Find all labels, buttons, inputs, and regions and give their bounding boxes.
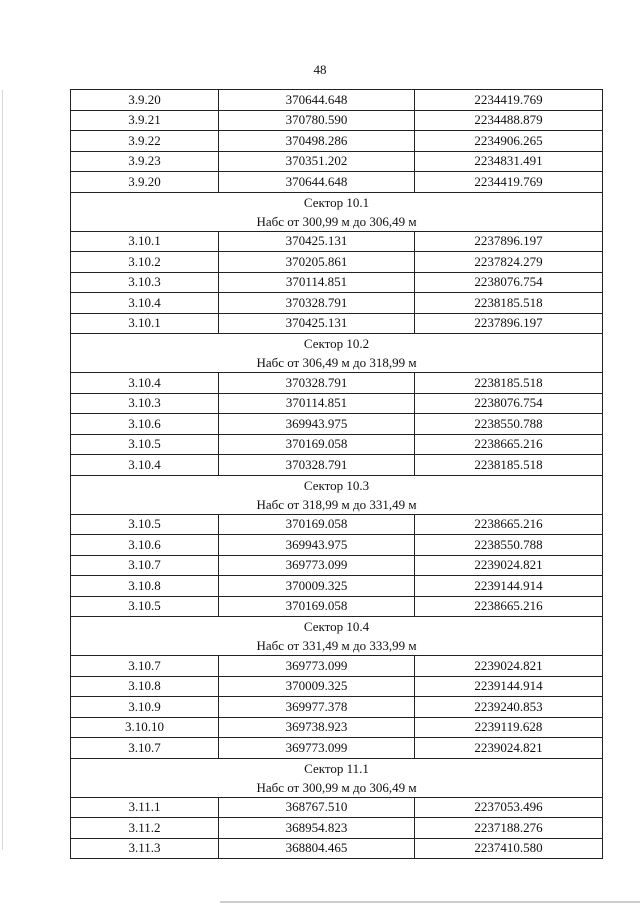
table-row [71,231,603,252]
sector-title: Сектор 10.4 [303,619,370,634]
x-coordinate-cell: 370169.058 [219,596,415,617]
sector-header-cell [71,617,603,656]
x-coordinate-cell: 369977.378 [219,697,415,718]
point-id-cell: 3.10.5 [71,596,219,617]
point-id-cell: 3.10.8 [71,676,219,697]
table-row [71,252,603,273]
sector-header-row [71,475,603,514]
sector-header-cell [71,192,603,231]
point-id-cell: 3.10.1 [71,313,219,334]
table-row [71,393,603,414]
point-id-cell: 3.9.21 [71,110,219,131]
x-coordinate-cell: 370644.648 [219,172,415,193]
x-coordinate-cell: 370328.791 [219,293,415,314]
x-coordinate-cell: 370351.202 [219,151,415,172]
y-coordinate-cell: 2239240.853 [415,697,603,718]
sector-height-range: Набс от 331,49 м до 333,99 м [256,638,417,653]
table-row [71,414,603,435]
x-coordinate-cell: 370009.325 [219,576,415,597]
y-coordinate-cell: 2238185.518 [415,293,603,314]
page-number: 48 [313,62,327,77]
table-row [71,738,603,759]
table-row [71,172,603,193]
table-row [71,272,603,293]
point-id-cell: 3.9.20 [71,172,219,193]
sector-height-range: Набс от 306,49 м до 318,99 м [256,355,417,370]
x-coordinate-cell: 370205.861 [219,252,415,273]
y-coordinate-cell: 2238076.754 [415,393,603,414]
y-coordinate-cell: 2237824.279 [415,252,603,273]
y-coordinate-cell: 2239144.914 [415,576,603,597]
y-coordinate-cell: 2237896.197 [415,231,603,252]
table-row [71,293,603,314]
y-coordinate-cell: 2237410.580 [415,838,603,859]
sector-height-range: Набс от 300,99 м до 306,49 м [256,779,417,795]
sector-title: Сектор 10.1 [303,194,370,210]
x-coordinate-cell: 369773.099 [219,738,415,759]
scan-bottom-shadow [220,901,640,903]
table-row [71,313,603,334]
table-row [71,434,603,455]
y-coordinate-cell: 2239024.821 [415,555,603,576]
point-id-cell: 3.10.6 [71,535,219,556]
x-coordinate-cell: 370498.286 [219,131,415,152]
sector-header-row [71,334,603,373]
y-coordinate-cell: 2238550.788 [415,535,603,556]
point-id-cell: 3.10.7 [71,555,219,576]
y-coordinate-cell: 2238665.216 [415,514,603,535]
sector-title: Сектор 10.3 [303,477,370,493]
point-id-cell: 3.10.4 [71,373,219,394]
scan-edge-shadow [2,90,3,850]
x-coordinate-cell: 370009.325 [219,676,415,697]
table-row [71,838,603,859]
point-id-cell: 3.10.1 [71,231,219,252]
y-coordinate-cell: 2239144.914 [415,676,603,697]
y-coordinate-cell: 2234419.769 [415,90,603,111]
y-coordinate-cell: 2237188.276 [415,818,603,839]
coordinates-table [70,89,603,859]
y-coordinate-cell: 2239024.821 [415,738,603,759]
y-coordinate-cell: 2238665.216 [415,596,603,617]
y-coordinate-cell: 2239024.821 [415,656,603,677]
y-coordinate-cell: 2234831.491 [415,151,603,172]
sector-header-row [71,617,603,656]
x-coordinate-cell: 370425.131 [219,231,415,252]
table-row [71,535,603,556]
point-id-cell: 3.10.7 [71,656,219,677]
x-coordinate-cell: 368767.510 [219,797,415,818]
point-id-cell: 3.10.3 [71,272,219,293]
x-coordinate-cell: 370328.791 [219,455,415,476]
table-row [71,676,603,697]
x-coordinate-cell: 370328.791 [219,373,415,394]
point-id-cell: 3.10.9 [71,697,219,718]
sector-header-row [71,192,603,231]
x-coordinate-cell: 369943.975 [219,535,415,556]
point-id-cell: 3.10.5 [71,514,219,535]
point-id-cell: 3.10.4 [71,455,219,476]
table-row [71,717,603,738]
y-coordinate-cell: 2234488.879 [415,110,603,131]
point-id-cell: 3.11.3 [71,838,219,859]
point-id-cell: 3.10.6 [71,414,219,435]
y-coordinate-cell: 2237896.197 [415,313,603,334]
point-id-cell: 3.10.10 [71,717,219,738]
table-row [71,596,603,617]
point-id-cell: 3.10.3 [71,393,219,414]
x-coordinate-cell: 369943.975 [219,414,415,435]
sector-header-cell [71,475,603,514]
sector-height-range: Набс от 300,99 м до 306,49 м [256,213,417,229]
sector-height-range: Набс от 318,99 м до 331,49 м [256,496,417,512]
y-coordinate-cell: 2237053.496 [415,797,603,818]
table-row [71,576,603,597]
point-id-cell: 3.10.4 [71,293,219,314]
y-coordinate-cell: 2238185.518 [415,373,603,394]
point-id-cell: 3.10.2 [71,252,219,273]
point-id-cell: 3.10.7 [71,738,219,759]
point-id-cell: 3.10.8 [71,576,219,597]
point-id-cell: 3.11.2 [71,818,219,839]
x-coordinate-cell: 370114.851 [219,393,415,414]
y-coordinate-cell: 2234419.769 [415,172,603,193]
x-coordinate-cell: 369773.099 [219,555,415,576]
point-id-cell: 3.9.23 [71,151,219,172]
x-coordinate-cell: 369773.099 [219,656,415,677]
y-coordinate-cell: 2238185.518 [415,455,603,476]
sector-title: Сектор 11.1 [304,760,369,776]
table-row [71,818,603,839]
point-id-cell: 3.9.20 [71,90,219,111]
sector-header-cell [71,334,603,373]
x-coordinate-cell: 370644.648 [219,90,415,111]
table-row [71,90,603,111]
x-coordinate-cell: 370425.131 [219,313,415,334]
table-row [71,151,603,172]
y-coordinate-cell: 2234906.265 [415,131,603,152]
y-coordinate-cell: 2239119.628 [415,717,603,738]
sector-header-row [71,758,603,797]
y-coordinate-cell: 2238665.216 [415,434,603,455]
x-coordinate-cell: 369738.923 [219,717,415,738]
table-row [71,131,603,152]
table-row [71,697,603,718]
table-row [71,373,603,394]
point-id-cell: 3.11.1 [71,797,219,818]
point-id-cell: 3.9.22 [71,131,219,152]
coordinates-table-body [71,90,603,859]
sector-title: Сектор 10.2 [303,336,370,351]
table-row [71,555,603,576]
x-coordinate-cell: 370169.058 [219,514,415,535]
point-id-cell: 3.10.5 [71,434,219,455]
y-coordinate-cell: 2238076.754 [415,272,603,293]
table-row [71,455,603,476]
x-coordinate-cell: 370114.851 [219,272,415,293]
table-row [71,110,603,131]
table-row [71,797,603,818]
x-coordinate-cell: 368954.823 [219,818,415,839]
x-coordinate-cell: 370780.590 [219,110,415,131]
table-row [71,656,603,677]
sector-header-cell [71,758,603,797]
y-coordinate-cell: 2238550.788 [415,414,603,435]
table-row [71,514,603,535]
x-coordinate-cell: 368804.465 [219,838,415,859]
x-coordinate-cell: 370169.058 [219,434,415,455]
